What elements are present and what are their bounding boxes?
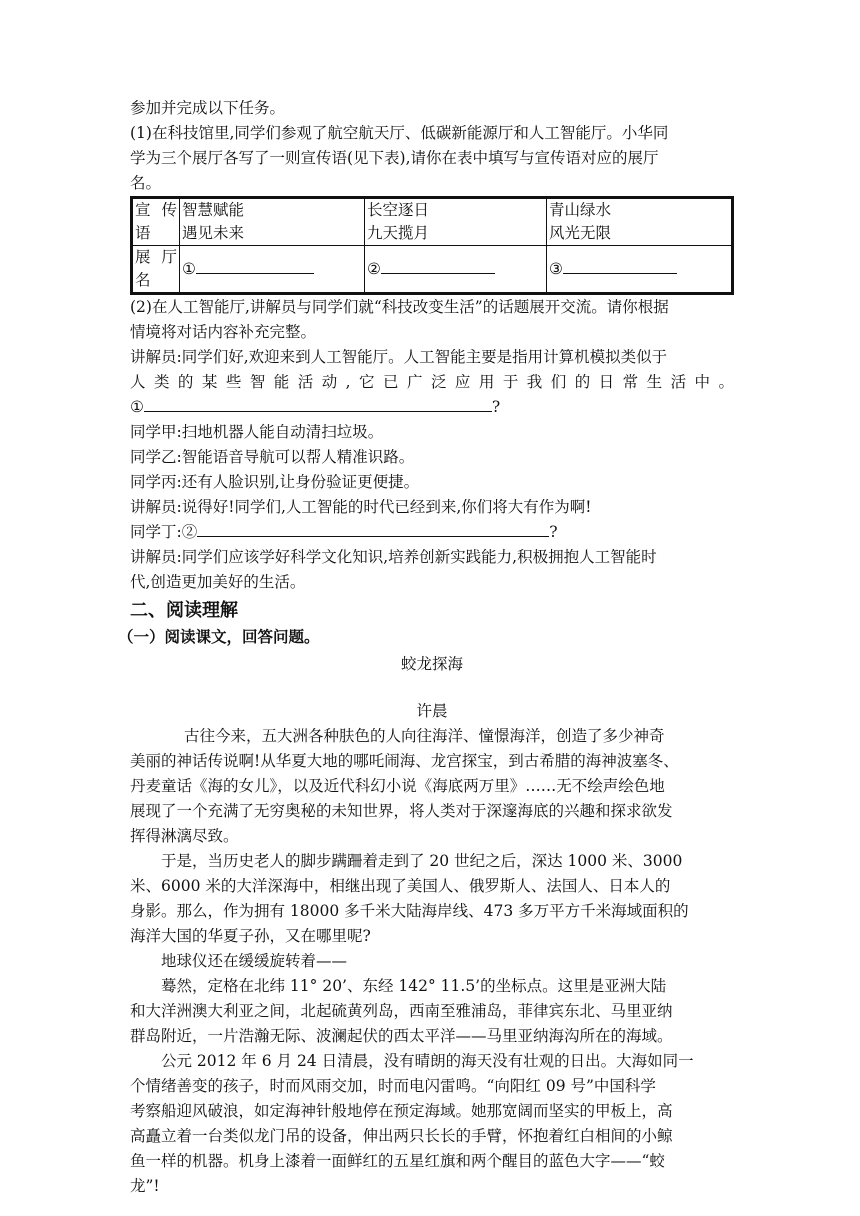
- dialogue-guide1-a: 讲解员:同学们好,欢迎来到人工智能厅。人工智能主要是指用计算机模拟类似于: [130, 348, 668, 366]
- answer-blank[interactable]: [563, 257, 677, 274]
- hall-answer-cell: [547, 246, 733, 294]
- article-paragraph-line: 身影。那么，作为拥有 18000 多千米大陆海岸线、473 多万平方千米海域面积的: [130, 902, 689, 920]
- task1-line1: (1)在科技馆里,同学们参观了航空航天厅、低碳新能源厅和人工智能厅。小华同: [130, 124, 669, 142]
- slogan-text: 青山绿水: [549, 201, 612, 219]
- article-paragraph-line: 古往今来，五大洲各种肤色的人向往海洋、憧憬海洋，创造了多少神奇: [184, 727, 665, 745]
- dialogue-guide3-a: 讲解员:同学们应该学好科学文化知识,培养创新实践能力,积极拥抱人工智能时: [130, 548, 657, 566]
- slogan-label-char: 语: [135, 224, 151, 242]
- article-paragraph-line: 展现了一个充满了无穷奥秘的未知世界，将人类对于深邃海底的兴趣和探求欲发: [130, 802, 673, 820]
- answer-blank[interactable]: [144, 395, 492, 412]
- answer-blank[interactable]: [197, 520, 549, 537]
- article-paragraph-line: 高矗立着一台类似龙门吊的设备，伸出两只长长的手臂，怀抱着红白相间的小鲸: [130, 1127, 673, 1145]
- question-mark: ?: [549, 523, 558, 541]
- article-paragraph-line: 挥得淋漓尽致。: [130, 827, 239, 845]
- slogan-label-char: 传: [161, 201, 177, 219]
- answer-blank[interactable]: [196, 257, 314, 274]
- article-paragraph-line: 考察船迎风破浪，如定海神针般地停在预定海域。她那宽阔而坚实的甲板上，高: [130, 1102, 673, 1120]
- slogan-label-char: 宣: [135, 201, 151, 219]
- blank-number: ③: [549, 260, 563, 278]
- dialogue-student-b: 同学乙:智能语音导航可以帮人精准识路。: [130, 448, 415, 466]
- dialogue-blank1-line: [130, 395, 734, 420]
- slogan-text: 长空逐日: [367, 201, 430, 219]
- article-paragraph-line: 海洋大国的华夏子孙，又在哪里呢?: [130, 927, 371, 945]
- hall-label-char: 厅: [161, 248, 177, 266]
- task1-line3: 名。: [130, 174, 162, 192]
- dialogue-guide2: 讲解员:说得好!同学们,人工智能的时代已经到来,你们将大有作为啊!: [130, 498, 592, 516]
- article-paragraph-line: 丹麦童话《海的女儿》，以及近代科幻小说《海底两万里》……无不绘声绘色地: [130, 777, 665, 795]
- article-paragraph-line: 公元 2012 年 6 月 24 日清晨，没有晴朗的海天没有壮观的日出。大海如同一: [161, 1052, 694, 1070]
- dialogue-guide3-b: 代,创造更加美好的生活。: [130, 573, 306, 591]
- hall-row: [132, 246, 733, 294]
- dialogue-guide1-b: 人类的某些智能活动,它已广泛应用于我们的日常生活中。: [130, 373, 734, 391]
- answer-blank[interactable]: [381, 257, 495, 274]
- article-title: 蛟龙探海: [400, 655, 463, 673]
- hall-label-char: 名: [135, 271, 151, 289]
- hall-label-cell: [132, 246, 180, 294]
- article-paragraph-line: 蓦然，定格在北纬 11° 20’、东经 142° 11.5’的坐标点。这里是亚洲大陆: [161, 977, 667, 995]
- article-paragraph-line: 和大洋洲澳大利亚之间，北起硫黄列岛，西南至雅浦岛，菲律宾东北、马里亚纳: [130, 1002, 673, 1020]
- slogan-row: [132, 198, 733, 246]
- subsection-heading: （一）阅读课文，回答问题。: [118, 628, 320, 646]
- slogan-text: 智慧赋能: [182, 201, 245, 219]
- article-paragraph-line: 个情绪善变的孩子，时而风雨交加，时而电闪雷鸣。“向阳红 09 号”中国科学: [130, 1077, 656, 1095]
- article-paragraph-line: 米、6000 米的大洋深海中，相继出现了美国人、俄罗斯人、法国人、日本人的: [130, 877, 671, 895]
- task2-line2: 情境将对话内容补充完整。: [130, 323, 317, 341]
- article-paragraph-line: 龙”!: [130, 1177, 160, 1195]
- hall-answer-cell: [180, 246, 365, 294]
- slogan-text: 风光无限: [549, 224, 612, 242]
- exhibit-table: [130, 196, 734, 295]
- article-author: 许晨: [416, 702, 448, 720]
- section-heading: 二、阅读理解: [130, 600, 238, 621]
- article-paragraph-line: 地球仪还在缓缓旋转着——: [161, 952, 348, 970]
- article-paragraph-line: 于是，当历史老人的脚步蹒跚着走到了 20 世纪之后，深达 1000 米、3000: [161, 852, 683, 870]
- slogan-text: 遇见未来: [182, 224, 245, 242]
- slogan-text: 九天揽月: [367, 224, 430, 242]
- slogan-label-cell: [132, 198, 180, 246]
- intro-line: 参加并完成以下任务。: [130, 99, 286, 117]
- task1-line2: 学为三个展厅各写了一则宣传语(见下表),请你在表中填写与宣传语对应的展厅: [130, 149, 659, 167]
- article-paragraph-line: 群岛附近，一片浩瀚无际、波澜起伏的西太平洋——马里亚纳海沟所在的海域。: [130, 1027, 673, 1045]
- article-paragraph-line: 鱼一样的机器。机身上漆着一面鲜红的五星红旗和两个醒目的蓝色大字——“蛟: [130, 1152, 665, 1170]
- blank-number: ①: [182, 260, 196, 278]
- hall-label-char: 展: [135, 248, 151, 266]
- task2-line1: (2)在人工智能厅,讲解员与同学们就“科技改变生活”的话题展开交流。请你根据: [130, 298, 669, 316]
- blank-number: ①: [130, 398, 144, 416]
- dialogue-student-a: 同学甲:扫地机器人能自动清扫垃圾。: [130, 423, 384, 441]
- dialogue-student-c: 同学丙:还有人脸识别,让身份验证更便捷。: [130, 473, 420, 491]
- dialogue-student-d-line: [130, 520, 734, 545]
- document-content: [118, 96, 734, 1199]
- blank-number: ②: [367, 260, 381, 278]
- article-paragraph-line: 美丽的神话传说啊!从华夏大地的哪吒闹海、龙宫探宝，到古希腊的海神波塞冬、: [130, 752, 679, 770]
- hall-answer-cell: [365, 246, 547, 294]
- slogan-cell: [180, 198, 365, 246]
- slogan-cell: [547, 198, 733, 246]
- question-mark: ?: [491, 398, 501, 416]
- slogan-cell: [365, 198, 547, 246]
- student-d-prefix: 同学丁:②: [130, 523, 198, 541]
